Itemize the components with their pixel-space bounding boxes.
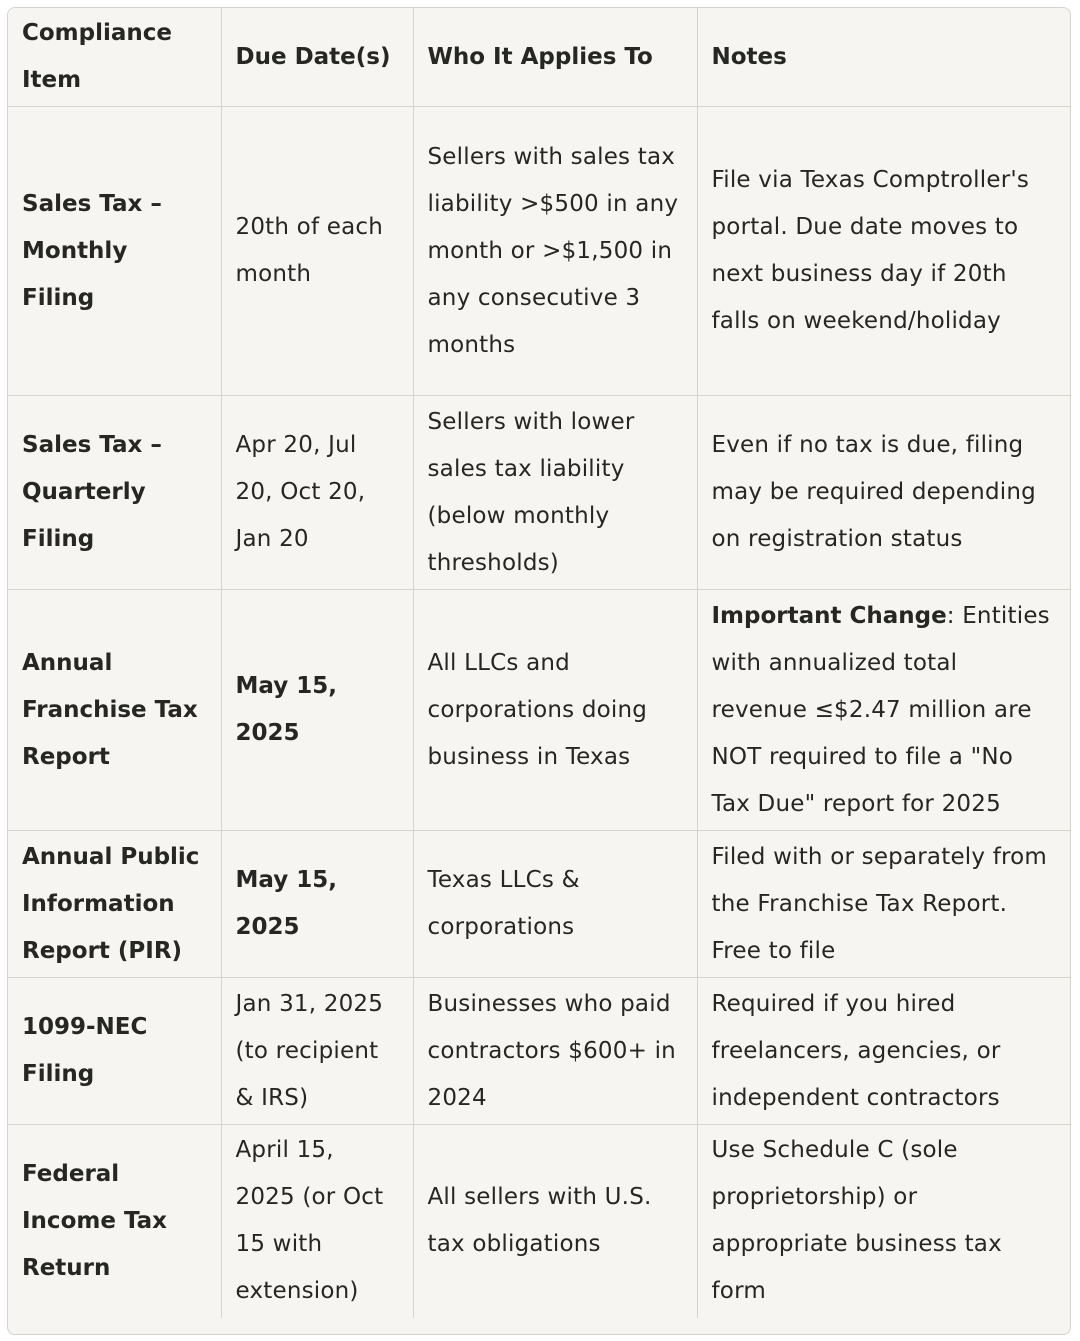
cell-notes: Use Schedule C (sole proprietorship) or appropriate business tax form xyxy=(711,1137,1002,1305)
table-header-row xyxy=(8,8,1071,107)
cell-notes: File via Texas Comptroller's portal. Due date moves to next business day if 20th falls on weekend/holiday xyxy=(697,107,1071,396)
cell-compliance-item: Annual Franchise Tax Report xyxy=(8,590,221,831)
cell-compliance-item: Federal Income Tax Return xyxy=(8,1125,221,1318)
important-change-label: Important Change xyxy=(711,602,947,629)
table-row xyxy=(8,978,1071,1125)
cell-compliance-item: 1099-NEC Filing xyxy=(8,978,221,1125)
cell-due-date: May 15, 2025 xyxy=(221,831,413,978)
cell-due-date: 20th of each month xyxy=(221,107,413,396)
header-notes: Notes xyxy=(697,8,1071,107)
cell-notes xyxy=(697,590,1071,831)
table-row xyxy=(8,590,1071,831)
table-row xyxy=(8,396,1071,590)
cell-due-date: April 15, 2025 (or Oct 15 with extension) xyxy=(221,1125,413,1318)
compliance-table-container xyxy=(7,7,1071,1335)
table-row xyxy=(8,831,1071,978)
cell-compliance-item: Sales Tax – Monthly Filing xyxy=(8,107,221,396)
cell-notes: Even if no tax is due, filing may be required depending on registration status xyxy=(697,396,1071,590)
cell-notes: Required if you hired freelancers, agencies, or independent contractors xyxy=(697,978,1071,1125)
cell-compliance-item: Sales Tax – Quarterly Filing xyxy=(8,396,221,590)
cell-due-date: Jan 31, 2025 (to recipient & IRS) xyxy=(221,978,413,1125)
cell-compliance-item: Annual Public Information Report (PIR) xyxy=(8,831,221,978)
cell-applies-to: Businesses who paid contractors $600+ in 2024 xyxy=(413,978,697,1125)
cell-applies-to: All LLCs and corporations doing business in Texas xyxy=(413,590,697,831)
cell-due-date: May 15, 2025 xyxy=(221,590,413,831)
cell-due-date: Apr 20, Jul 20, Oct 20, Jan 20 xyxy=(221,396,413,590)
header-due-dates: Due Date(s) xyxy=(221,8,413,107)
cell-applies-to: Sellers with sales tax liability >$500 in any month or >$1,500 in any consecutive 3 months xyxy=(413,107,697,396)
header-compliance-item: Compliance Item xyxy=(8,8,221,107)
compliance-table xyxy=(8,8,1071,1318)
cell-applies-to: Sellers with lower sales tax liability (below monthly thresholds) xyxy=(413,396,697,590)
table-row xyxy=(8,1125,1071,1318)
cell-applies-to: Texas LLCs & corporations xyxy=(413,831,697,978)
header-who-it-applies-to: Who It Applies To xyxy=(413,8,697,107)
notes-text: : Entities with annualized total revenue ≤$2.47 million are NOT required to file a "No Tax Due" report for 2025 xyxy=(711,602,1050,817)
table-row xyxy=(8,107,1071,396)
cell-applies-to: All sellers with U.S. tax obligations xyxy=(413,1125,697,1318)
cell-notes: Filed with or separately from the Franchise Tax Report. Free to file xyxy=(697,831,1071,978)
